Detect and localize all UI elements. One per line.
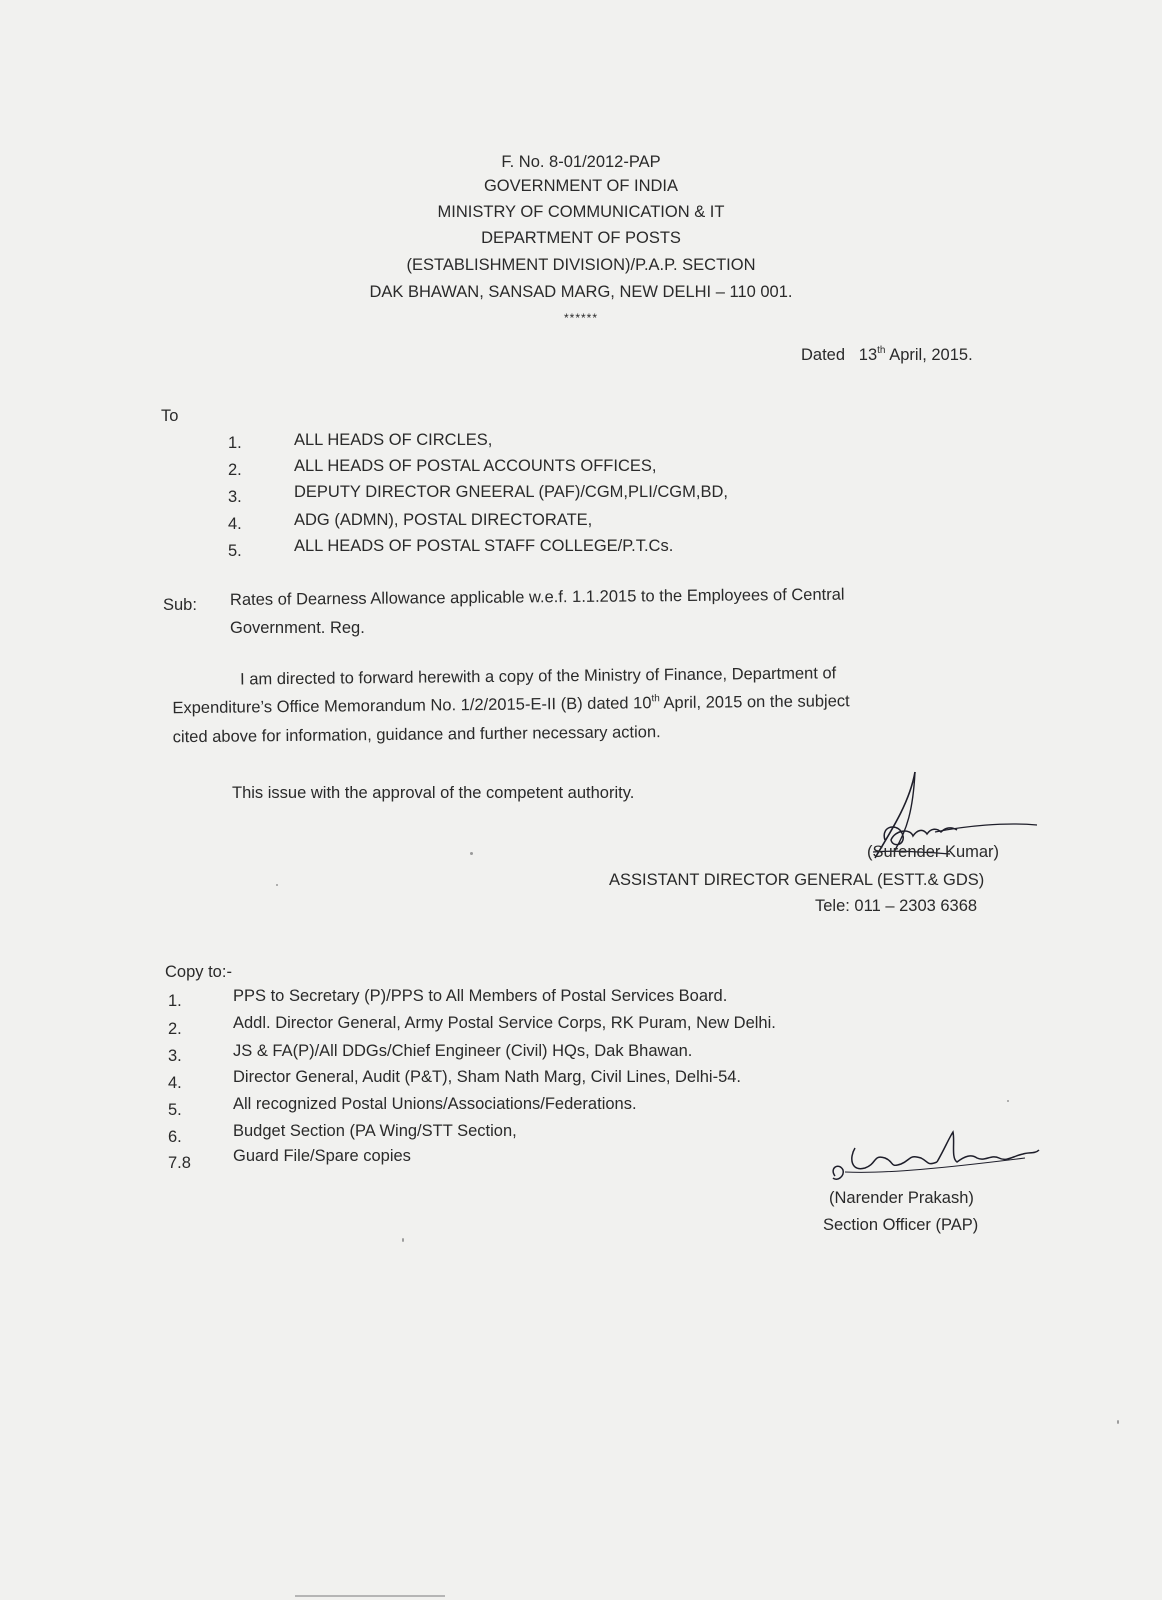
department-title: DEPARTMENT OF POSTS [481, 229, 681, 247]
body-line-2b: April, 2015 on the subject [659, 692, 850, 713]
recipient-number: 1. [228, 434, 242, 452]
scan-speck [1007, 1100, 1009, 1102]
recipient-number: 2. [228, 461, 242, 479]
subject-label: Sub: [163, 596, 197, 614]
copy-to-text: Guard File/Spare copies [233, 1147, 411, 1165]
approval-line: This issue with the approval of the competent authority. [232, 784, 635, 802]
copy-to-number: 1. [168, 992, 182, 1010]
subject-line-1: Rates of Dearness Allowance applicable w.e.f. 1.1.2015 to the Employees of Central [229, 585, 845, 609]
govt-title: GOVERNMENT OF INDIA [483, 177, 679, 195]
signatory-1-designation: ASSISTANT DIRECTOR GENERAL (ESTT.& GDS) [609, 871, 985, 889]
copy-to-text: PPS to Secretary (P)/PPS to All Members of Postal Services Board. [233, 987, 728, 1005]
division-title: (ESTABLISHMENT DIVISION)/P.A.P. SECTION [406, 256, 756, 274]
separator-stars: ****** [563, 311, 599, 325]
scan-speck [470, 852, 473, 855]
scan-speck [276, 884, 278, 886]
copy-to-label: Copy to:- [165, 963, 232, 981]
copy-to-text: Addl. Director General, Army Postal Service Corps, RK Puram, New Delhi. [233, 1014, 776, 1032]
recipient-text: ALL HEADS OF POSTAL ACCOUNTS OFFICES, [294, 457, 657, 475]
signatory-1-name: (Surender Kumar) [867, 843, 1000, 861]
signatory-1-phone: Tele: 011 – 2303 6368 [815, 897, 978, 915]
copy-to-text: Director General, Audit (P&T), Sham Nath Marg, Civil Lines, Delhi-54. [233, 1068, 742, 1086]
signatory-2-designation: Section Officer (PAP) [823, 1216, 979, 1234]
copy-to-number: 4. [168, 1074, 182, 1092]
signature-narender-prakash [825, 1128, 1045, 1188]
copy-to-number: 5. [168, 1101, 182, 1119]
recipient-text: DEPUTY DIRECTOR GNEERAL (PAF)/CGM,PLI/CGM,BD, [294, 483, 728, 501]
recipient-number: 5. [228, 542, 242, 560]
date-day: 13 [858, 346, 878, 364]
date-rest: April, 2015. [889, 346, 973, 364]
copy-to-text: Budget Section (PA Wing/STT Section, [233, 1122, 517, 1140]
recipient-text: ALL HEADS OF POSTAL STAFF COLLEGE/P.T.Cs. [294, 537, 674, 555]
body-line-1: I am directed to forward herewith a copy of the Ministry of Finance, Department of [240, 664, 837, 689]
body-line-2-sup: th [651, 693, 660, 705]
date-suffix: th [877, 345, 886, 356]
body-line-3: cited above for information, guidance and further necessary action. [172, 723, 661, 747]
subject-line-2: Government. Reg. [230, 619, 365, 637]
copy-to-number: 6. [168, 1128, 182, 1146]
scan-speck [402, 1238, 404, 1242]
copy-to-number: 3. [168, 1047, 182, 1065]
body-line-2 [172, 691, 849, 718]
file-number: F. No. 8-01/2012-PAP [501, 153, 661, 171]
office-address: DAK BHAWAN, SANSAD MARG, NEW DELHI – 110 001. [369, 283, 793, 301]
recipient-number: 4. [228, 515, 242, 533]
recipient-number: 3. [228, 488, 242, 506]
copy-to-text: All recognized Postal Unions/Associations/Federations. [233, 1095, 637, 1113]
body-line-2a: Expenditure’s Office Memorandum No. 1/2/2015-E-II (B) dated 10 [172, 694, 652, 718]
ministry-title: MINISTRY OF COMMUNICATION & IT [437, 203, 725, 221]
to-label: To [161, 407, 179, 425]
scan-edge-mark [295, 1595, 445, 1597]
scan-speck [1117, 1420, 1119, 1424]
date-line [801, 345, 973, 365]
recipient-text: ADG (ADMN), POSTAL DIRECTORATE, [294, 511, 593, 529]
copy-to-number: 7.8 [168, 1154, 191, 1172]
signatory-2-name: (Narender Prakash) [829, 1189, 974, 1207]
date-label: Dated [801, 346, 846, 364]
copy-to-number: 2. [168, 1020, 182, 1038]
copy-to-text: JS & FA(P)/All DDGs/Chief Engineer (Civil) HQs, Dak Bhawan. [233, 1042, 693, 1060]
recipient-text: ALL HEADS OF CIRCLES, [294, 431, 493, 449]
